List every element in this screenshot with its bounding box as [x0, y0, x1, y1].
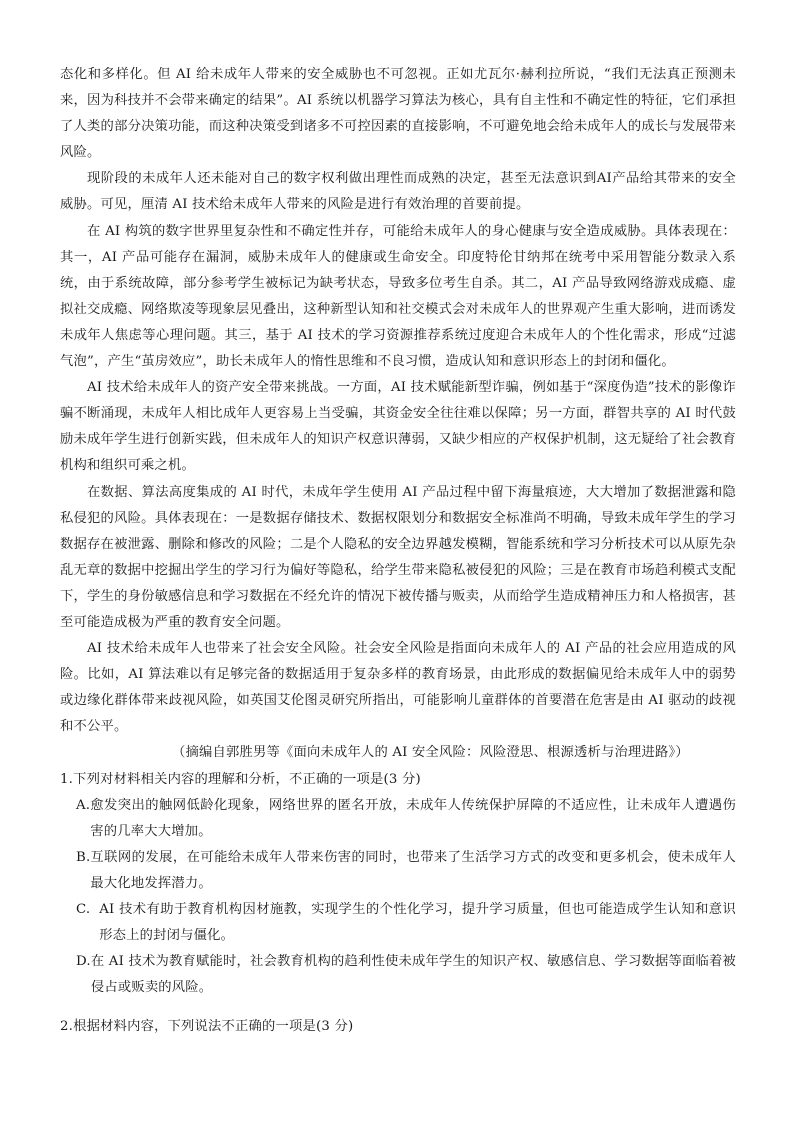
option-text: 互联网的发展，在可能给未成年人带来伤害的同时，也带来了生活学习方式的改变和更多机会，使未成年人最大化地发挥潜力。 — [90, 849, 736, 891]
option-text: AI 技术有助于教育机构因材施教，实现学生的个性化学习，提升学习质量，但也可能造成学生认知和意识形态上的封闭与僵化。 — [99, 902, 736, 944]
option-c — [60, 897, 736, 949]
option-d — [60, 949, 736, 1001]
option-text: 愈发突出的触网低龄化现象，网络世界的匿名开放，未成年人传统保护屏障的不适应性，让未成年人遭遇伤害的几率大大增加。 — [90, 797, 736, 839]
option-a — [60, 793, 736, 845]
question-1-stem: 1.下列对材料相关内容的理解和分析，不正确的一项是(3 分) — [60, 771, 421, 787]
passage-paragraph: 态化和多样化。但 AI 给未成年人带来的安全威胁也不可忽视。正如尤瓦尔·赫利拉所说，“我们无法真正预测未来，因为科技并不会带来确定的结果”。AI 系统以机器学习算法为核心，具有自主性和不确定性的特征，它们承担了人类的部分决策功能，而这种决策受到诸多不可控因素的直接影响，不可避免地会给未成年人的成长与发展带来风险。 — [60, 67, 736, 161]
passage-paragraph: AI 技术给未成年人的资产安全带来挑战。一方面，AI 技术赋能新型诈骗，例如基于“深度伪造”技术的影像诈骗不断涌现，未成年人相比成年人更容易上当受骗，其资金安全往往难以保障；另一方面，群智共享的 AI 时代鼓励未成年学生进行创新实践，但未成年人的知识产权意识薄弱，又缺少相应的产权保护机制，这无疑给了社会教育机构和组织可乘之机。 — [60, 380, 736, 474]
source-citation: （摘编自郭胜男等《面向未成年人的 AI 安全风险：风险澄思、根源透析与治理进路》） — [172, 745, 689, 761]
option-letter: D. — [76, 954, 91, 970]
option-letter: A. — [76, 797, 91, 813]
passage-paragraph: 在数据、算法高度集成的 AI 时代，未成年学生使用 AI 产品过程中留下海量痕迹，大大增加了数据泄露和隐私侵犯的风险。具体表现在：一是数据存储技术、数据权限划分和数据安全标准尚不明确，导致未成年学生的学习数据存在被泄露、删除和修改的风险；二是个人隐私的安全边界越发模糊，智能系统和学习分析技术可以从原先杂乱无章的数据中挖掘出学生的学习行为偏好等隐私，给学生带来隐私被侵犯的风险；三是在教育市场趋利模式支配下，学生的身份敏感信息和学习数据在不经允许的情况下被传播与贩卖，从而给学生造成精神压力和人格损害，甚至可能造成极为严重的教育安全问题。 — [60, 484, 736, 630]
question-2-stem: 2.根据材料内容，下列说法不正确的一项是(3 分) — [60, 1019, 354, 1035]
passage-paragraph: 在 AI 构筑的数字世界里复杂性和不确定性并存，可能给未成年人的身心健康与安全造成威胁。具体表现在：其一，AI 产品可能存在漏洞，威胁未成年人的健康或生命安全。印度特伦甘纳邦在统考中采用智能分数录入系统，由于系统故障，部分参考学生被标记为缺考状态，导致多位考生自杀。其二，AI 产品导致网络游戏成瘾、虚拟社交成瘾、网络欺凌等现象层见叠出，这种新型认知和社交模式会对未成年人的世界观产生重大影响，进而诱发未成年人焦虑等心理问题。其三，基于 AI 技术的学习资源推荐系统过度迎合未成年人的个性化需求，形成“过滤气泡”，产生“茧房效应”，助长未成年人的惰性思维和不良习惯，造成认知和意识形态上的封闭和僵化。 — [60, 223, 736, 370]
option-letter: C. — [76, 902, 100, 917]
option-b — [60, 845, 736, 897]
option-letter: B. — [76, 849, 91, 865]
passage-paragraph: 现阶段的未成年人还未能对自己的数字权利做出理性而成熟的决定，甚至无法意识到AI产品给其带来的安全威胁。可见，厘清 AI 技术给未成年人带来的风险是进行有效治理的首要前提。 — [60, 171, 736, 213]
option-text: 在 AI 技术为教育赋能时，社会教育机构的趋利性使未成年学生的知识产权、敏感信息、学习数据等面临着被侵占或贩卖的风险。 — [90, 954, 736, 996]
passage-paragraph: AI 技术给未成年人也带来了社会安全风险。社会安全风险是指面向未成年人的 AI 产品的社会应用造成的风险。比如，AI 算法难以有足够完备的数据适用于复杂多样的教育场景，由此形成的数据偏见给未成年人中的弱势或边缘化群体带来歧视风险，如英国艾伦图灵研究所指出，可能影响儿童群体的首要潜在危害是由 AI 驱动的歧视和不公平。 — [60, 641, 736, 735]
document-body — [60, 62, 736, 1040]
question-1-options — [60, 793, 736, 1002]
